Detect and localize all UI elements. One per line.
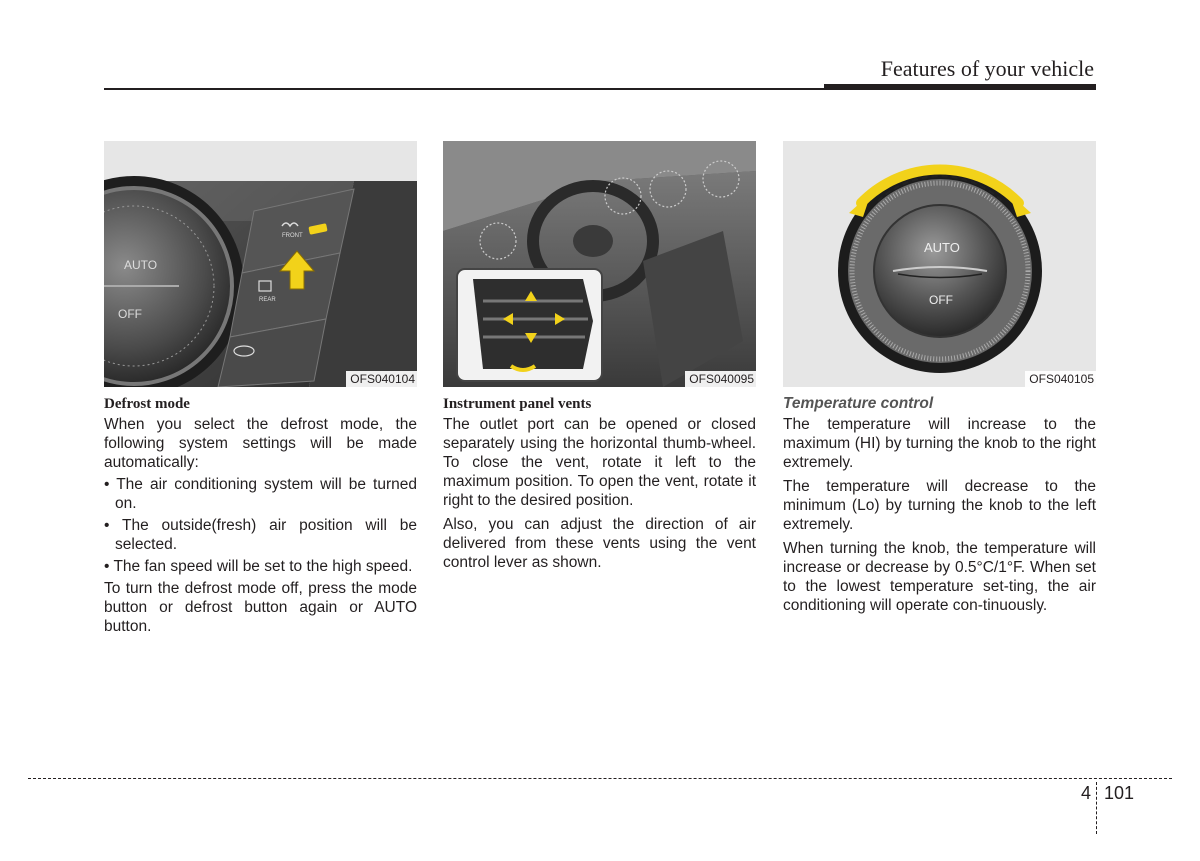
vent-inset	[457, 269, 602, 381]
bullet-item: • The air conditioning system will be turned on.	[104, 475, 417, 513]
temperature-paragraph: The temperature will increase to the maximum (HI) by turning the knob to the right extremely.	[783, 416, 1096, 471]
knob-illustration	[783, 141, 1096, 387]
section-title: Features of your vehicle	[880, 56, 1094, 81]
column-defrost	[104, 141, 417, 636]
page-number: 101	[1104, 783, 1135, 803]
temperature-heading: Temperature control	[783, 395, 934, 412]
defrost-bullet-list	[104, 475, 417, 576]
off-label: OFF	[929, 293, 953, 307]
vents-paragraph: The outlet port can be opened or closed separately using the horizontal thumb-wheel. To close the vent, rotate it left to the maximum position. To open the vent, rotate it right to the desired position.	[443, 416, 756, 509]
column-vents	[443, 141, 756, 572]
bullet-item: • The outside(fresh) air position will be selected.	[104, 516, 417, 554]
rear-label: REAR	[259, 297, 276, 303]
defrost-panel-figure	[104, 141, 417, 387]
vents-figure	[443, 141, 756, 387]
bullet-item: • The fan speed will be set to the high speed.	[104, 557, 417, 576]
column-temperature	[783, 141, 1096, 615]
defrost-heading: Defrost mode	[104, 396, 190, 412]
front-label: FRONT	[282, 233, 303, 239]
header-rule	[104, 88, 824, 90]
temperature-paragraph: When turning the knob, the temperature will increase or decrease by 0.5°C/1°F. When set to the lowest temperature set-ting, the air conditioning will operate con-tinuously.	[783, 540, 1096, 614]
temperature-knob-figure	[783, 141, 1096, 387]
defrost-intro: When you select the defrost mode, the following system settings will be made automatically:	[104, 416, 417, 471]
footer-divider	[28, 778, 1172, 779]
auto-label: AUTO	[124, 258, 158, 272]
dashboard-illustration	[443, 141, 756, 387]
figure-code: OFS040105	[1025, 371, 1096, 387]
vents-heading: Instrument panel vents	[443, 396, 592, 412]
vents-paragraph: Also, you can adjust the direction of air delivered from these vents using the vent control lever as shown.	[443, 516, 756, 571]
page-number-divider	[1096, 782, 1097, 834]
header-rule-thick	[824, 84, 1096, 90]
temperature-paragraph: The temperature will decrease to the minimum (Lo) by turning the knob to the left extremely.	[783, 478, 1096, 533]
defrost-closing: To turn the defrost mode off, press the mode button or defrost button again or AUTO button.	[104, 580, 417, 635]
figure-code: OFS040095	[685, 371, 756, 387]
auto-label: AUTO	[924, 240, 960, 255]
figure-code: OFS040104	[346, 371, 417, 387]
off-label: OFF	[118, 307, 142, 321]
climate-panel-illustration	[104, 141, 417, 387]
chapter-number: 4	[1081, 783, 1092, 803]
